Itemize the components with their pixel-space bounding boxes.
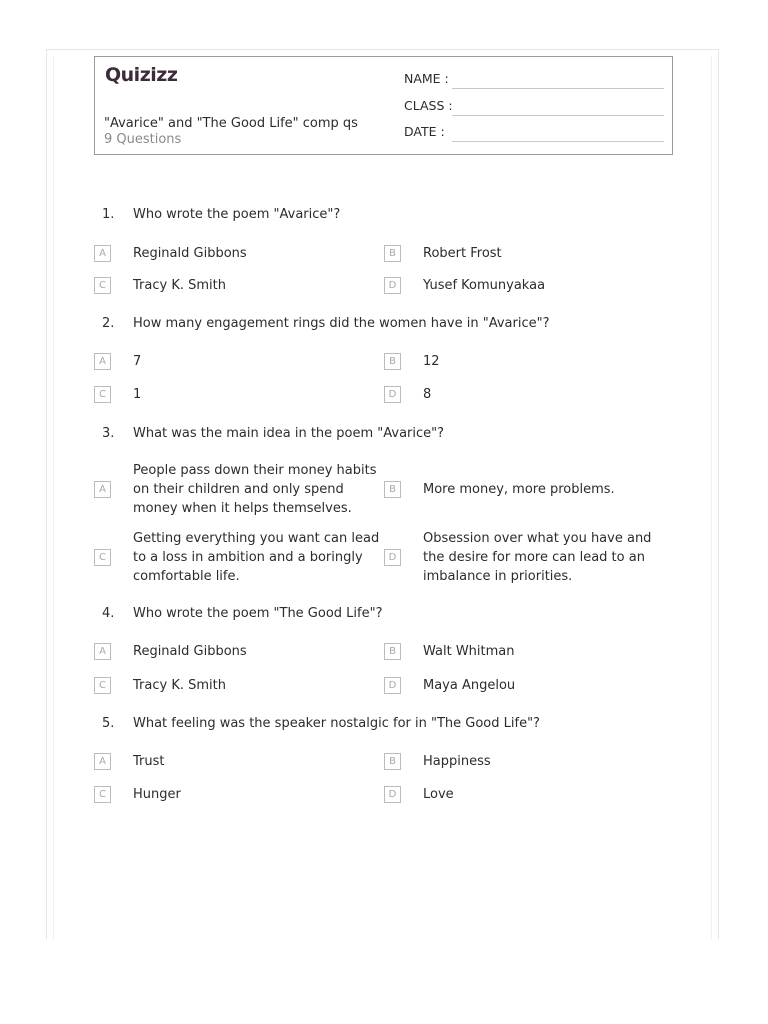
date-line[interactable] [452, 141, 664, 142]
option-text: Tracy K. Smith [133, 678, 226, 693]
name-label: NAME : [404, 71, 449, 86]
option-letter-box: A [94, 353, 111, 370]
quiz-title: "Avarice" and "The Good Life" comp qs [104, 116, 358, 131]
option-letter-box: D [384, 277, 401, 294]
option-text: Reginald Gibbons [133, 644, 247, 659]
option-letter-box: A [94, 245, 111, 262]
option-letter-box: A [94, 481, 111, 498]
option-letter-box: D [384, 677, 401, 694]
class-label: CLASS : [404, 98, 453, 113]
question-number: 2. [102, 316, 115, 331]
question-number: 4. [102, 606, 115, 621]
class-line[interactable] [452, 115, 664, 116]
option-letter-box: D [384, 386, 401, 403]
option-text: Reginald Gibbons [133, 246, 247, 261]
question-count: 9 Questions [104, 132, 182, 147]
option-text: 12 [423, 354, 440, 369]
quizizz-logo: Quizizz [105, 64, 178, 86]
question-number: 5. [102, 716, 115, 731]
name-line[interactable] [452, 88, 664, 89]
name-field [404, 71, 664, 89]
question-text: What feeling was the speaker nostalgic for in "The Good Life"? [133, 716, 540, 731]
option-letter-box: B [384, 753, 401, 770]
option-text: Tracy K. Smith [133, 278, 226, 293]
worksheet-header [94, 56, 673, 155]
question-text: Who wrote the poem "The Good Life"? [133, 606, 383, 621]
option-text: Hunger [133, 787, 181, 802]
option-letter-box: B [384, 481, 401, 498]
date-field [404, 124, 664, 142]
option-letter-box: B [384, 245, 401, 262]
class-field [404, 98, 664, 116]
option-letter-box: A [94, 753, 111, 770]
option-text: 7 [133, 354, 142, 369]
option-letter-box: D [384, 549, 401, 566]
option-letter-box: C [94, 677, 111, 694]
option-text: More money, more problems. [423, 482, 615, 497]
option-text: Happiness [423, 754, 491, 769]
option-text: Obsession over what you have and the desire for more can lead to an imbalance in priorities. [423, 531, 652, 584]
option-letter-box: D [384, 786, 401, 803]
date-label: DATE : [404, 124, 445, 139]
option-text: Robert Frost [423, 246, 502, 261]
option-letter-box: B [384, 353, 401, 370]
option-letter-box: A [94, 643, 111, 660]
question-text: Who wrote the poem "Avarice"? [133, 207, 341, 222]
question-text: What was the main idea in the poem "Avarice"? [133, 426, 445, 441]
option-letter-box: B [384, 643, 401, 660]
question-number: 3. [102, 426, 115, 441]
option-letter-box: C [94, 386, 111, 403]
option-text: Walt Whitman [423, 644, 515, 659]
option-text: 1 [133, 387, 142, 402]
option-text: Love [423, 787, 454, 802]
option-letter-box: C [94, 549, 111, 566]
option-text: Getting everything you want can lead to a loss in ambition and a boringly comfortable life. [133, 531, 380, 584]
option-text: Trust [133, 754, 165, 769]
option-text: Yusef Komunyakaa [423, 278, 546, 293]
option-text: 8 [423, 387, 432, 402]
option-text: Maya Angelou [423, 678, 516, 693]
option-letter-box: C [94, 786, 111, 803]
question-number: 1. [102, 207, 115, 222]
option-letter-box: C [94, 277, 111, 294]
question-text: How many engagement rings did the women have in "Avarice"? [133, 316, 550, 331]
option-text: People pass down their money habits on their children and only spend money when it helps themselves. [133, 463, 377, 516]
